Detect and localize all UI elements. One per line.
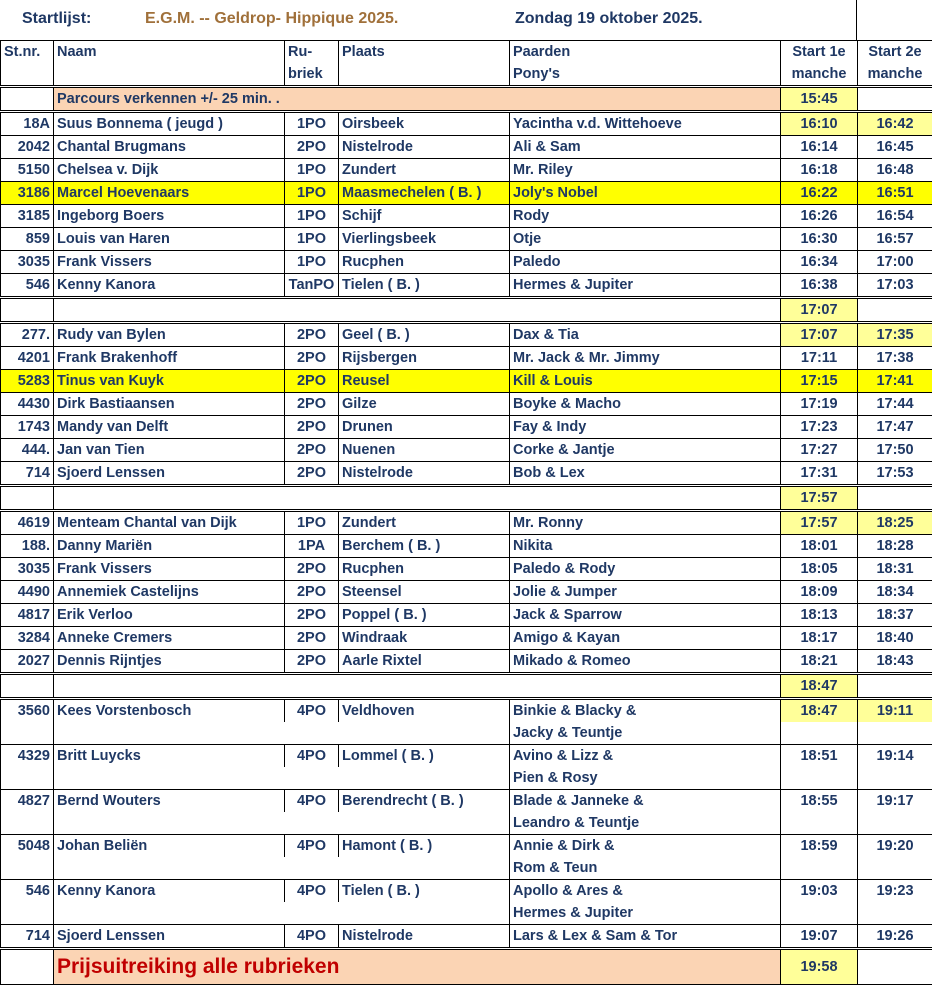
start-2: 17:35: [858, 323, 932, 347]
paarden: Nikita: [510, 535, 781, 558]
start-2: 17:03: [858, 274, 932, 298]
start-number: 714: [1, 462, 54, 486]
start-2: 17:53: [858, 462, 932, 486]
start-1: 16:26: [781, 205, 858, 228]
start-2: 17:50: [858, 439, 932, 462]
start-list-body: [1, 41, 932, 985]
rider-row: [1, 604, 932, 627]
paarden: Paledo & Rody: [510, 558, 781, 581]
start-2: 16:57: [858, 228, 932, 251]
paarden: Dax & Tia: [510, 323, 781, 347]
break-time: 17:07: [781, 298, 858, 323]
rubriek: 4PO: [285, 790, 339, 813]
start-1: 17:15: [781, 370, 858, 393]
start-2: 17:00: [858, 251, 932, 274]
paarden: Jack & Sparrow: [510, 604, 781, 627]
rubriek: 1PO: [285, 205, 339, 228]
rider-row: [1, 112, 932, 136]
start-number: 2027: [1, 650, 54, 674]
start-1: 18:17: [781, 627, 858, 650]
paarden: Otje: [510, 228, 781, 251]
paarden: Mikado & Romeo: [510, 650, 781, 674]
rider-name: Bernd Wouters: [54, 790, 285, 813]
rubriek: 2PO: [285, 581, 339, 604]
paarden: Avino & Lizz &: [510, 745, 781, 768]
rubriek: 1PO: [285, 182, 339, 205]
col-paarden-header: Paarden: [510, 41, 781, 64]
col-naam-header: Naam: [54, 41, 285, 64]
start-number: 4201: [1, 347, 54, 370]
paarden: Amigo & Kayan: [510, 627, 781, 650]
paarden: Apollo & Ares &: [510, 880, 781, 903]
rider-row: [1, 745, 932, 768]
header-row: [1, 41, 932, 64]
plaats: Rijsbergen: [339, 347, 510, 370]
parcours-row: [1, 87, 932, 112]
start-number: 4430: [1, 393, 54, 416]
paarden: Kill & Louis: [510, 370, 781, 393]
start-1: 16:10: [781, 112, 858, 136]
rider-name: Chelsea v. Dijk: [54, 159, 285, 182]
rider-name: Chantal Brugmans: [54, 136, 285, 159]
rider-row: [1, 699, 932, 723]
start-number: 1743: [1, 416, 54, 439]
rider-name: Anneke Cremers: [54, 627, 285, 650]
rubriek: 2PO: [285, 627, 339, 650]
col-start1-header-2: manche: [781, 63, 858, 87]
start-2: 17:47: [858, 416, 932, 439]
rider-row: [1, 439, 932, 462]
rubriek: 4PO: [285, 835, 339, 858]
start-2: 17:44: [858, 393, 932, 416]
event-date: Zondag 19 oktober 2025.: [515, 10, 703, 27]
rider-name: Britt Luycks: [54, 745, 285, 768]
start-2: 17:38: [858, 347, 932, 370]
paarden: Blade & Janneke &: [510, 790, 781, 813]
plaats: Hamont ( B. ): [339, 835, 510, 858]
rider-row: [1, 251, 932, 274]
break-row: [1, 486, 932, 511]
rubriek: 1PA: [285, 535, 339, 558]
start-number: 3035: [1, 558, 54, 581]
start-2: 19:17: [858, 790, 932, 813]
rider-row: [1, 416, 932, 439]
paarden: Annie & Dirk &: [510, 835, 781, 858]
start-1: 17:57: [781, 511, 858, 535]
paarden-2: Leandro & Teuntje: [510, 812, 781, 835]
rider-row-cont: [1, 857, 932, 880]
start-number: 3186: [1, 182, 54, 205]
rider-name: Kenny Kanora: [54, 880, 285, 903]
rider-name: Annemiek Castelijns: [54, 581, 285, 604]
rider-row: [1, 323, 932, 347]
rider-row: [1, 880, 932, 903]
paarden: Fay & Indy: [510, 416, 781, 439]
paarden: Hermes & Jupiter: [510, 274, 781, 298]
plaats: Oirsbeek: [339, 112, 510, 136]
rubriek: 2PO: [285, 462, 339, 486]
plaats: Berchem ( B. ): [339, 535, 510, 558]
title-divider: [856, 0, 857, 40]
start-number: 546: [1, 880, 54, 903]
rider-name: Danny Mariën: [54, 535, 285, 558]
rubriek: TanPO: [285, 274, 339, 298]
plaats: Nistelrode: [339, 136, 510, 159]
start-number: 277.: [1, 323, 54, 347]
rubriek: 4PO: [285, 880, 339, 903]
plaats: Drunen: [339, 416, 510, 439]
paarden: Jolie & Jumper: [510, 581, 781, 604]
rider-row: [1, 370, 932, 393]
plaats: Nistelrode: [339, 462, 510, 486]
rider-name: Frank Brakenhoff: [54, 347, 285, 370]
prize-row: [1, 949, 932, 985]
rider-row: [1, 511, 932, 535]
rider-name: Mandy van Delft: [54, 416, 285, 439]
plaats: Veldhoven: [339, 699, 510, 723]
rubriek: 2PO: [285, 558, 339, 581]
start-1: 16:34: [781, 251, 858, 274]
rider-row-cont: [1, 722, 932, 745]
plaats: Zundert: [339, 511, 510, 535]
start-number: 3284: [1, 627, 54, 650]
start-1: 18:01: [781, 535, 858, 558]
start-2: 19:26: [858, 925, 932, 949]
rider-name: Marcel Hoevenaars: [54, 182, 285, 205]
plaats: Rucphen: [339, 251, 510, 274]
start-1: 19:07: [781, 925, 858, 949]
start-2: 17:41: [858, 370, 932, 393]
start-number: 859: [1, 228, 54, 251]
rubriek: 1PO: [285, 511, 339, 535]
rider-name: Frank Vissers: [54, 558, 285, 581]
start-1: 17:27: [781, 439, 858, 462]
rider-name: Tinus van Kuyk: [54, 370, 285, 393]
rider-row-cont: [1, 902, 932, 925]
rider-name: Kenny Kanora: [54, 274, 285, 298]
start-2: 18:25: [858, 511, 932, 535]
rider-row: [1, 581, 932, 604]
start-number: 5283: [1, 370, 54, 393]
plaats: Nistelrode: [339, 925, 510, 949]
col-start1-header: Start 1e: [781, 41, 858, 64]
rider-row: [1, 159, 932, 182]
col-plaats-header: Plaats: [339, 41, 510, 64]
title-label: Startlijst:: [22, 10, 92, 27]
plaats: Steensel: [339, 581, 510, 604]
start-1: 17:19: [781, 393, 858, 416]
rider-row: [1, 558, 932, 581]
rider-row: [1, 136, 932, 159]
start-2: 18:40: [858, 627, 932, 650]
rider-name: Sjoerd Lenssen: [54, 925, 285, 949]
rider-row: [1, 182, 932, 205]
start-number: 546: [1, 274, 54, 298]
start-1: 17:07: [781, 323, 858, 347]
paarden: Lars & Lex & Sam & Tor: [510, 925, 781, 949]
start-number: 5150: [1, 159, 54, 182]
plaats: Zundert: [339, 159, 510, 182]
plaats: Vierlingsbeek: [339, 228, 510, 251]
plaats: Maasmechelen ( B. ): [339, 182, 510, 205]
start-number: 4329: [1, 745, 54, 768]
start-1: 16:22: [781, 182, 858, 205]
rubriek: 2PO: [285, 604, 339, 627]
prize-time: 19:58: [781, 949, 858, 985]
start-2: 16:48: [858, 159, 932, 182]
paarden: Mr. Riley: [510, 159, 781, 182]
start-number: 3035: [1, 251, 54, 274]
start-number: 4827: [1, 790, 54, 813]
rubriek: 4PO: [285, 745, 339, 768]
start-1: 18:09: [781, 581, 858, 604]
start-2: 16:54: [858, 205, 932, 228]
rider-row-cont: [1, 812, 932, 835]
rider-row: [1, 274, 932, 298]
event-title: E.G.M. -- Geldrop- Hippique 2025.: [145, 10, 399, 27]
plaats: Nuenen: [339, 439, 510, 462]
rider-row: [1, 205, 932, 228]
paarden: Paledo: [510, 251, 781, 274]
start-1: 18:55: [781, 790, 858, 813]
start-number: 4619: [1, 511, 54, 535]
plaats: Reusel: [339, 370, 510, 393]
start-number: 444.: [1, 439, 54, 462]
rider-row: [1, 462, 932, 486]
rider-row-cont: [1, 767, 932, 790]
start-2: 19:14: [858, 745, 932, 768]
rider-name: Louis van Haren: [54, 228, 285, 251]
start-1: 19:03: [781, 880, 858, 903]
paarden-2: Jacky & Teuntje: [510, 722, 781, 745]
start-1: 18:59: [781, 835, 858, 858]
rider-row: [1, 393, 932, 416]
plaats: Gilze: [339, 393, 510, 416]
rider-name: Jan van Tien: [54, 439, 285, 462]
start-2: 18:43: [858, 650, 932, 674]
rider-row: [1, 925, 932, 949]
plaats: Schijf: [339, 205, 510, 228]
start-2: 19:23: [858, 880, 932, 903]
title-bar: [0, 0, 932, 40]
start-number: 188.: [1, 535, 54, 558]
rubriek: 2PO: [285, 370, 339, 393]
col-nr-header: St.nr.: [1, 41, 54, 64]
plaats: Lommel ( B. ): [339, 745, 510, 768]
rider-name: Suus Bonnema ( jeugd ): [54, 112, 285, 136]
rider-name: Dennis Rijntjes: [54, 650, 285, 674]
rider-name: Rudy van Bylen: [54, 323, 285, 347]
start-1: 16:18: [781, 159, 858, 182]
rubriek: 1PO: [285, 112, 339, 136]
prize-text: Prijsuitreiking alle rubrieken: [54, 949, 781, 985]
col-start2-header: Start 2e: [858, 41, 932, 64]
start-2: 19:20: [858, 835, 932, 858]
start-number: 4490: [1, 581, 54, 604]
start-2: 16:42: [858, 112, 932, 136]
rubriek: 2PO: [285, 347, 339, 370]
start-1: 18:13: [781, 604, 858, 627]
rider-name: Ingeborg Boers: [54, 205, 285, 228]
start-2: 18:28: [858, 535, 932, 558]
start-1: 18:05: [781, 558, 858, 581]
rubriek: 4PO: [285, 925, 339, 949]
start-number: 5048: [1, 835, 54, 858]
paarden: Mr. Jack & Mr. Jimmy: [510, 347, 781, 370]
plaats: Windraak: [339, 627, 510, 650]
start-1: 17:31: [781, 462, 858, 486]
break-time: 18:47: [781, 674, 858, 699]
rubriek: 2PO: [285, 136, 339, 159]
plaats: Rucphen: [339, 558, 510, 581]
start-1: 17:23: [781, 416, 858, 439]
rubriek: 1PO: [285, 251, 339, 274]
col-start2-header-2: manche: [858, 63, 932, 87]
rubriek: 2PO: [285, 439, 339, 462]
break-time: 17:57: [781, 486, 858, 511]
rider-row: [1, 535, 932, 558]
parcours-time: 15:45: [781, 87, 858, 112]
rider-row: [1, 650, 932, 674]
paarden-2: Pien & Rosy: [510, 767, 781, 790]
rider-name: Dirk Bastiaansen: [54, 393, 285, 416]
header-row-2: [1, 63, 932, 87]
break-row: [1, 298, 932, 323]
rubriek: 2PO: [285, 393, 339, 416]
start-2: 16:51: [858, 182, 932, 205]
paarden: Ali & Sam: [510, 136, 781, 159]
start-number: 714: [1, 925, 54, 949]
paarden: Bob & Lex: [510, 462, 781, 486]
plaats: Tielen ( B. ): [339, 274, 510, 298]
start-2: 16:45: [858, 136, 932, 159]
paarden: Rody: [510, 205, 781, 228]
paarden: Boyke & Macho: [510, 393, 781, 416]
parcours-text: Parcours verkennen +/- 25 min. .: [54, 87, 781, 112]
start-1: 18:21: [781, 650, 858, 674]
paarden: Mr. Ronny: [510, 511, 781, 535]
start-1: 16:30: [781, 228, 858, 251]
col-rubriek-header: Ru-: [285, 41, 339, 64]
paarden: Corke & Jantje: [510, 439, 781, 462]
rubriek: 1PO: [285, 159, 339, 182]
paarden: Binkie & Blacky &: [510, 699, 781, 723]
start-1: 16:38: [781, 274, 858, 298]
col-paarden-header-2: Pony's: [510, 63, 781, 87]
start-2: 19:11: [858, 699, 932, 723]
start-2: 18:37: [858, 604, 932, 627]
rider-row: [1, 347, 932, 370]
start-2: 18:34: [858, 581, 932, 604]
start-number: 3185: [1, 205, 54, 228]
rubriek: 2PO: [285, 416, 339, 439]
paarden-2: Rom & Teun: [510, 857, 781, 880]
rider-name: Menteam Chantal van Dijk: [54, 511, 285, 535]
rider-name: Frank Vissers: [54, 251, 285, 274]
rubriek: 1PO: [285, 228, 339, 251]
rubriek: 2PO: [285, 323, 339, 347]
start-number: 2042: [1, 136, 54, 159]
start-2: 18:31: [858, 558, 932, 581]
rider-row: [1, 627, 932, 650]
rubriek: 2PO: [285, 650, 339, 674]
start-1: 17:11: [781, 347, 858, 370]
rider-name: Erik Verloo: [54, 604, 285, 627]
plaats: Tielen ( B. ): [339, 880, 510, 903]
paarden-2: Hermes & Jupiter: [510, 902, 781, 925]
start-1: 16:14: [781, 136, 858, 159]
break-row: [1, 674, 932, 699]
start-number: 3560: [1, 699, 54, 723]
plaats: Geel ( B. ): [339, 323, 510, 347]
plaats: Aarle Rixtel: [339, 650, 510, 674]
rider-row: [1, 228, 932, 251]
col-rubriek-header-2: briek: [285, 63, 339, 87]
start-list-table: [0, 40, 932, 985]
rider-row: [1, 790, 932, 813]
rider-name: Kees Vorstenbosch: [54, 699, 285, 723]
start-1: 18:51: [781, 745, 858, 768]
start-number: 18A: [1, 112, 54, 136]
start-1: 18:47: [781, 699, 858, 723]
plaats: Berendrecht ( B. ): [339, 790, 510, 813]
rider-name: Johan Beliën: [54, 835, 285, 858]
plaats: Poppel ( B. ): [339, 604, 510, 627]
rider-row: [1, 835, 932, 858]
start-number: 4817: [1, 604, 54, 627]
rubriek: 4PO: [285, 699, 339, 723]
paarden: Yacintha v.d. Wittehoeve: [510, 112, 781, 136]
rider-name: Sjoerd Lenssen: [54, 462, 285, 486]
paarden: Joly's Nobel: [510, 182, 781, 205]
